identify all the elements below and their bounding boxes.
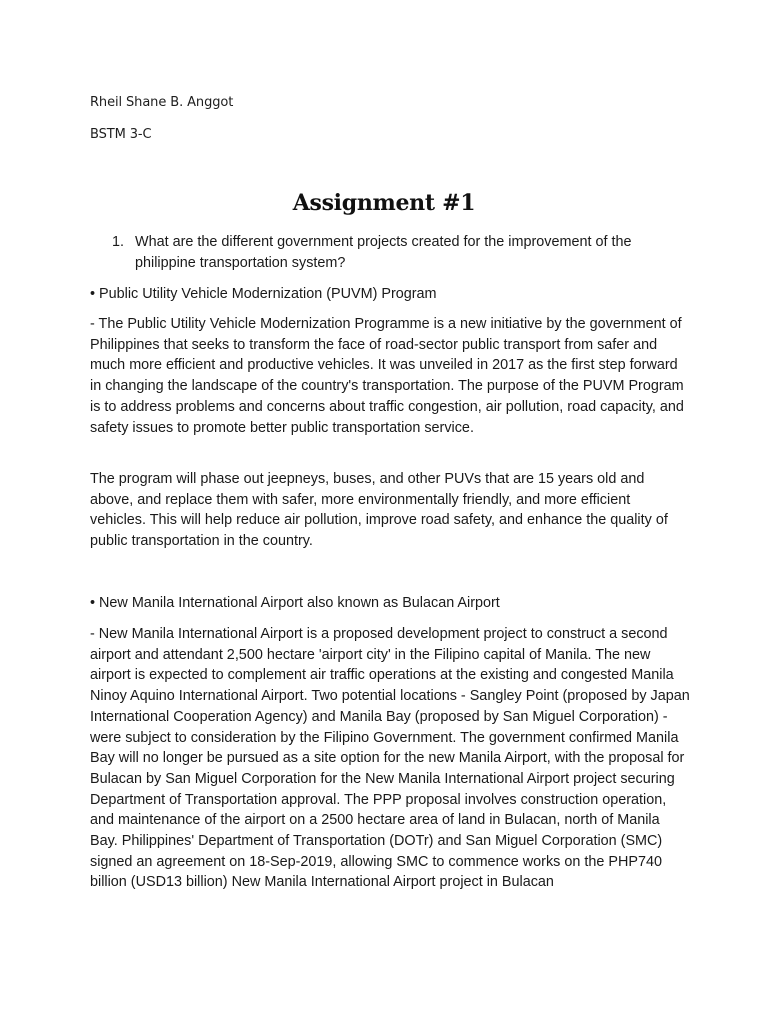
course-section: BSTM 3-C: [90, 127, 152, 142]
section-heading-puvm: • Public Utility Vehicle Modernization (PUVM) Program: [90, 286, 437, 302]
paragraph-puvm-phaseout: The program will phase out jeepneys, buses, and other PUVs that are 15 years old and above, and replace them with safer, more environmentally friendly, and more efficient vehicles. This will help reduce air pollution, improve road safety, and enhance the quality of public transportation in the country.: [90, 471, 668, 550]
question-text: What are the different government projects created for the improvement of the philippine transportation system?: [135, 234, 632, 271]
question-item: [90, 232, 690, 273]
question-number: 1.: [111, 234, 124, 250]
section-heading-airport: • New Manila International Airport also known as Bulacan Airport: [90, 595, 500, 611]
paragraph-puvm-description: - The Public Utility Vehicle Modernization Programme is a new initiative by the government of Philippines that seeks to transform the face of road-sector public transport from safer and much more efficient and productive vehicles. It was unveiled in 2017 as the first step forward in changing the landscape of the country's transportation. The purpose of the PUVM Program is to address problems and concerns about traffic congestion, air pollution, road capacity, and safety issues to promote better public transportation service.: [90, 316, 684, 436]
document-title: Assignment #1: [292, 190, 476, 216]
author-name: Rheil Shane B. Anggot: [90, 95, 234, 110]
paragraph-airport-description: - New Manila International Airport is a proposed development project to construct a second airport and attendant 2,500 hectare 'airport city' in the Filipino capital of Manila. The new airport is expected to complement air traffic operations at the existing and congested Manila Ninoy Aquino International Airport. Two potential locations - Sangley Point (proposed by Japan International Cooperation Agency) and Manila Bay (proposed by San Miguel Corporation) - were subject to consideration by the Filipino Government. The government confirmed Manila Bay will no longer be pursued as a site option for the new Manila Airport, with the proposal for Bulacan by San Miguel Corporation for the New Manila International Airport project securing Department of Transportation approval. The PPP proposal involves construction operation, and maintenance of the airport on a 2500 hectare area of land in Bulacan, north of Manila Bay. Philippines' Department of Transportation (DOTr) and San Miguel Corporation (SMC) signed an agreement on 18-Sep-2019, allowing SMC to commence works on the PHP740 billion (USD13 billion) New Manila International Airport project in Bulacan: [90, 626, 690, 891]
